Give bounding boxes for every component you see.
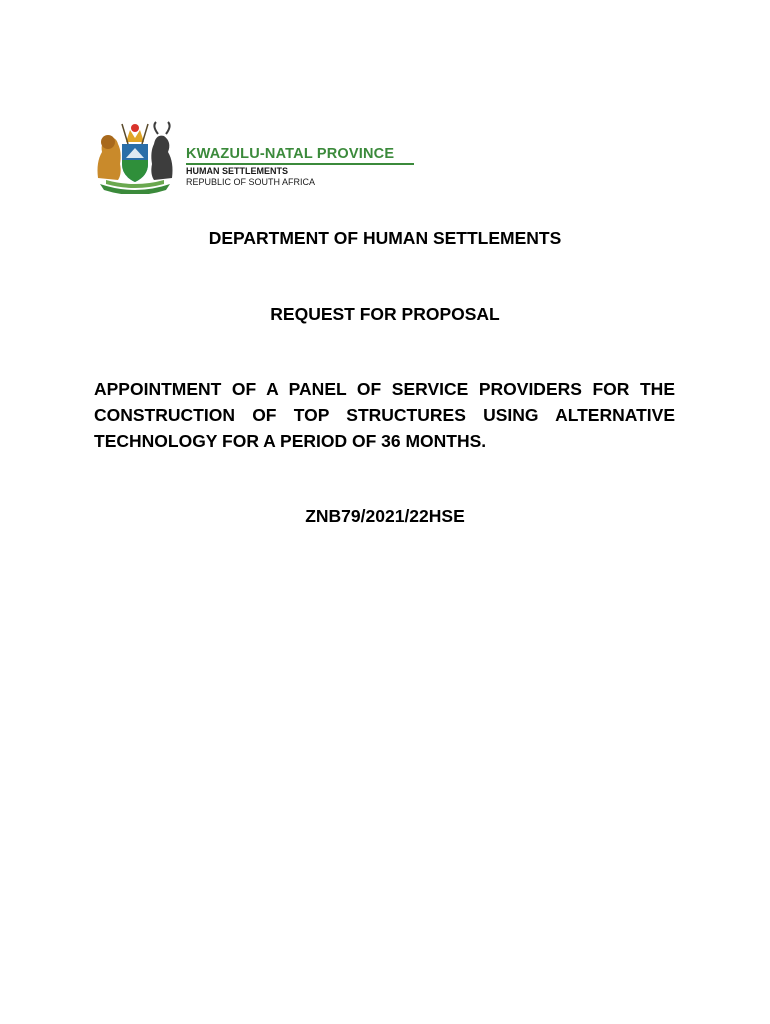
request-heading: REQUEST FOR PROPOSAL (270, 304, 500, 324)
letterhead-text (186, 146, 414, 188)
letterhead (92, 118, 422, 196)
coat-of-arms-icon (92, 118, 178, 194)
department-heading: DEPARTMENT OF HUMAN SETTLEMENTS (208, 228, 562, 248)
reference-number: ZNB79/2021/22HSE (305, 506, 465, 526)
republic-name: REPUBLIC OF SOUTH AFRICA (186, 176, 316, 187)
department-name: HUMAN SETTLEMENTS (186, 165, 288, 176)
letterhead-divider (186, 163, 414, 165)
document-title: APPOINTMENT OF A PANEL OF SERVICE PROVIDERS FOR THE CONSTRUCTION OF TOP STRUCTURES USING ALTERNATIVE TECHNOLOGY FOR A PERIOD OF 36 MONTHS. (94, 379, 675, 451)
province-name: KWAZULU-NATAL PROVINCE (186, 146, 395, 162)
